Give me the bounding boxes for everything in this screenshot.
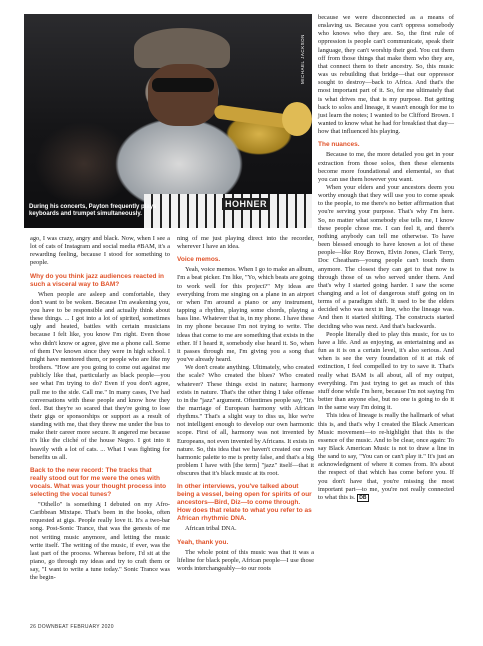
page-folio: 26 DOWNBEAT FEBRUARY 2020: [30, 624, 114, 630]
paragraph: When people are asleep and comfortable, they don't want to be woken. Because I'm awakening you, you have to be responsible and actually think about these things. ... I got into a lot of spirited, sometimes ugly and heated, battles with certain musicians because I felt like, you know I'm right. Even those who didn't know or agree, give me a phone call. Some of them I've known since they were in high school. I might have mentored them, or people who are like my brothers. "How are you going to come out against me publicly like that, particularly as black people—you see what I'm trying to do? Even if you don't agree, pull me to the side. Call me." In many cases, I've had conversations with these people and know how they feel. But they're so scared that they're going to lose their gigs or sponsorships or support as a result of standing with me, that they threw me under the bus to make their career more secure. It angered me because it's like the cliché of the house Negro. I got into it heavily with a lot of cats. ... What I was fighting for benefits us all.: [30, 290, 170, 461]
end-mark: DB: [359, 494, 367, 501]
interview-question: In other interviews, you've talked about being a vessel, being open for spirits of our ancestors—Bird, Diz—to come through. How does that relate to what you refer to as African rhythmic DNA.: [177, 483, 312, 523]
paragraph: ning of me just playing direct into the recorder, wherever I have an idea.: [177, 235, 314, 251]
concert-photo: [24, 14, 312, 228]
paragraph: African tribal DNA.: [185, 525, 237, 533]
trumpet-bell: [282, 102, 312, 136]
paragraph: When your elders and your ancestors deem you worthy enough that they will use you to come speak to the people, to me there's no better affirmation that you're serving your purpose. That's why I'm here. So, no matter what somebody else tells me, I know these people chose me. I can feel it, and there's nothing anybody can tell me otherwise. To have been blessed enough to have known a lot of these people—like Roy Brown, Elvin Jones, Clark Terry, Doc Cheatham—young people can't touch them anymore. The closest they can get to that now is through those of us who served under them. And that's why I started going harder. I saw the scene changing and a lot of dangerous stuff going on in terms of a paradigm shift. It used to be the elders decided who was next in line, who the lineage was. And then it started shifting. The constructs started deciding who was next. And that's backwards.: [318, 183, 454, 330]
paragraph: because we were disconnected as a means of enslaving us. Because you can't oppress somebody who knows who they are. So, the first rule of oppression is people can't communicate, speak their language, they can't worship their god. You cut them off from those things that make them who they are, that connect them to their ancestry. So, this music was us rebuilding that bridge—that our oppressor sought to destroy—back to Africa. And that's the most important part of it. So, for me ultimately that is what drives me, that is my purpose. But getting back to solos and lineage, it wasn't enough for me to just learn the notes; I wanted to be Clifford Brown. I wanted to know what he had for breakfast that day—how that influenced his playing.: [318, 14, 454, 136]
photo-credit: MICHAEL JACKSON: [300, 34, 305, 84]
photo-caption: During his concerts, Payton frequently plays keyboards and trumpet simultaneously.: [29, 204, 157, 217]
keyboard-brand: HOHNER: [222, 198, 270, 210]
musician-sunglasses: [152, 78, 214, 92]
paragraph: The whole point of this music was that it was a lifeline for black people, African people—I use those words interchangeably—to our roots: [177, 548, 314, 572]
interview-question: The nuances.: [318, 141, 360, 149]
column-left: [30, 235, 170, 582]
interview-question: Back to the new record: The tracks that really stood out for me were the ones with vocals. What was your thought process into selecting the vocal tunes?: [30, 466, 167, 498]
musician-hat: [134, 28, 230, 68]
musician-face: [148, 64, 218, 126]
paragraph-final: [318, 412, 454, 502]
paragraph: We don't create anything. Ultimately, who created the scale? Who created the blues? Who created whatever? These things exist in nature; harmony exists in nature. That's the other thing I take offense to in the "jazz" argument. Oftentimes people say, "It's the marriage of European harmony with African rhythms." That's a slight way to diss us, like we're not intelligent enough to develop our own harmonic scope. First of all, harmony was not invented by Europeans, not even invented by Africans. It exists in nature. So, this idea that we haven't created our own harmonic palette to me is pretty false, and that's a big problem I have with [the term] "jazz" itself—that it obscures that it's black music at its root.: [177, 364, 314, 478]
paragraph: Yeah, voice memos. When I go to make an album, I'm a beat picker. I'm like, "Yo, which beats are going to work well for this project?" My ideas are everything from me singing on a plane in an airport or when I'm around a piano or any instrument, tapping a rhythm, playing some chords, playing a bass line. Whatever that is, in my phone. I have these in my phone because I'm not trying to write. The ideas that come to me are something that exists in the ether. If I heard it, somebody else heard it. So, when it passes through me, I'm giving you a song that you've already heard.: [177, 266, 314, 364]
paragraph: "Othello" is something I debuted on my Afro-Caribbean Mixtape. That's been in the books, often requested at gigs. People really love it. It's a two-bar song. Post-Sonic Trance, that was the genesis of me not writing music anymore, and letting the music write itself. The writing of the music, if ever, was the last part of the process. Whereas before, I'd sit at the piano, go through my ideas and try to craft them or say, "I want to write a tune today." Sonic Trance was the begin-: [30, 500, 170, 582]
paragraph: Because to me, the more detailed you get in your extraction from those solos, then these elements become more foundational and elemental, so that you can use them however you want.: [318, 151, 454, 183]
paragraph: People literally died to play this music, for us to have a life. And as enjoying, as entertaining and as fun as it is on a certain level, it's also serious. And when is see the very foundation of it at risk of extinction, I feel compelled to try to save it. That's really what BAM is all about, all of my output, everything. I'm just trying to get as much of this stuff done while I'm here, because I'm not saying I'm better than anyone else, but no one is going to do it in the same way I'm doing it.: [318, 330, 454, 412]
paragraph-text: This idea of lineage is really the hallmark of what this is, and that's why I created the Black American Music movement—to re-highlight that this is the essence of the music. And to be clear, once again: To say Black American Music is not to draw a line in the sand to say, "You can or can't play it." It's just an acknowledgment of where it comes from. It's about the respect of that which has come before you. If you don't have that, you're missing the most important part—to me, you're not really connected to what this is.: [318, 412, 454, 501]
interview-question: Yeah, thank you.: [177, 538, 229, 546]
interview-question: Voice memos.: [177, 256, 221, 264]
interview-question: Why do you think jazz audiences reacted in such a visceral way to BAM?: [30, 272, 164, 288]
column-middle: [177, 235, 314, 573]
column-right: [318, 14, 454, 502]
paragraph: ago, I was crazy, angry and black. Now, when I see a lot of cats of Instagram and social media #BAM, it's a rewarding feeling, because I stood for something to people.: [30, 235, 170, 267]
